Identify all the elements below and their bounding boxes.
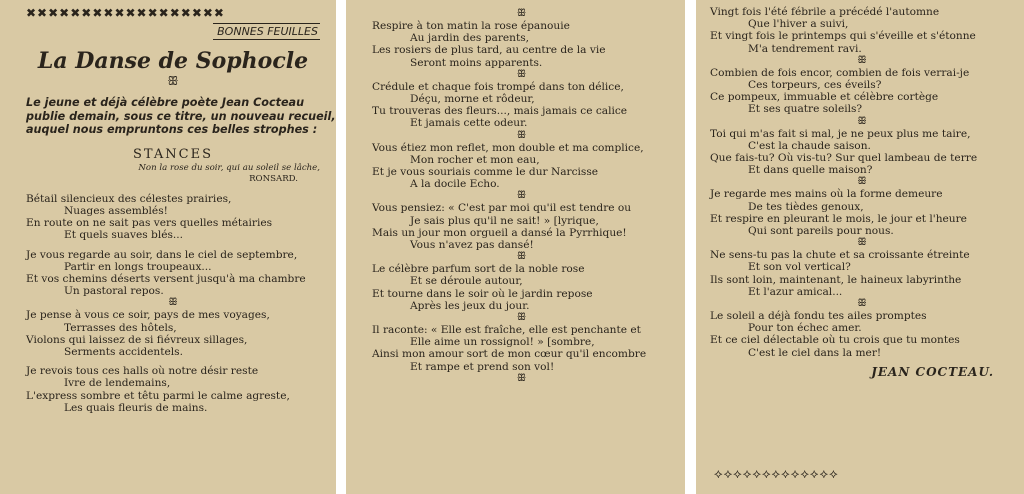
verse-line: Après les jeux du jour. — [410, 299, 530, 312]
page-middle — [346, 0, 685, 494]
verse-line: Déçu, morne et rôdeur, — [410, 93, 535, 106]
verse-line: Toi qui m'as fait si mal, je ne peux plus me taire, — [710, 127, 971, 140]
verse-line: Et dans quelle maison? — [748, 164, 873, 177]
top-border: ✖✖✖✖✖✖✖✖✖✖✖✖✖✖✖✖✖✖ — [26, 6, 225, 20]
ornament-icon: ꕥ — [857, 298, 867, 310]
verse-line: Et se déroule autour, — [410, 275, 523, 288]
verse-line: Et ce ciel délectable où tu crois que tu montes — [710, 334, 960, 347]
verse-line: L'express sombre et têtu parmi le calme agreste, — [26, 389, 290, 402]
verse-line: Il raconte: « Elle est fraîche, elle est penchante et — [372, 324, 641, 337]
verse-line: Au jardin des parents, — [410, 32, 530, 45]
verse-line: C'est la chaude saison. — [748, 139, 871, 152]
verse-line: Et jamais cette odeur. — [410, 117, 528, 130]
verse-line: Et respire en pleurant le mois, le jour et l'heure — [710, 212, 967, 225]
ornament-icon: ꕥ — [857, 237, 867, 249]
verse-line: Et rampe et prend son vol! — [410, 360, 555, 373]
ornament-icon: ꕥ — [516, 129, 527, 141]
verse-line: Vous n'avez pas dansé! — [410, 239, 534, 252]
ornament-icon: ꕥ — [516, 312, 527, 324]
verse-line: Et quels suaves blés... — [64, 229, 184, 242]
verse-line: A la docile Echo. — [410, 178, 500, 191]
verse-line: Et vingt fois le printemps qui s'éveille et s'étonne — [710, 30, 976, 43]
stanzas — [372, 8, 671, 385]
stances-title: STANCES — [133, 146, 213, 162]
verse-line: Que fais-tu? Où vis-tu? Sur quel lambeau de terre — [710, 152, 978, 165]
verse-line: Et son vol vertical? — [748, 261, 851, 274]
stanzas — [26, 193, 320, 414]
ornament-icon: ꕥ — [516, 251, 527, 263]
signature: JEAN COCTEAU. — [871, 364, 994, 379]
verse-line: Et tourne dans le soir où le jardin repose — [372, 287, 593, 300]
title-ornament-icon: ꕥ — [167, 74, 179, 88]
verse-line: Un pastoral repos. — [64, 285, 164, 298]
intro-text: Le jeune et déjà célèbre poète Jean Cocteau publie demain, sous ce titre, un nouveau recueil, auquel nous empruntons ces belles strophes : — [26, 96, 336, 137]
ornament-icon: ꕥ — [857, 54, 867, 66]
ornament-icon: ꕥ — [857, 115, 867, 127]
verse-line: Combien de fois encor, combien de fois verrai-je — [710, 66, 970, 79]
ornament-icon: ꕥ — [516, 372, 527, 384]
verse-line: Je revois tous ces halls où notre désir reste — [26, 365, 259, 378]
verse-line: Ce pompeux, immuable et célèbre cortège — [710, 91, 939, 104]
bottom-border: ⟡⟡⟡⟡⟡⟡⟡⟡⟡⟡⟡⟡⟡ — [714, 467, 839, 482]
verse-line: Que l'hiver a suivi, — [748, 18, 849, 31]
verse-line: Les quais fleuris de mains. — [64, 401, 208, 414]
verse-line: Et ses quatre soleils? — [748, 103, 863, 116]
page-right — [696, 0, 1024, 494]
verse-line: Ces torpeurs, ces éveils? — [748, 79, 882, 92]
verse-line: Nuages assemblés! — [64, 204, 168, 217]
ornament-icon: ꕥ — [168, 297, 178, 309]
verse-line: Je pense à vous ce soir, pays de mes voyages, — [26, 309, 270, 322]
verse-line: Ivre de lendemains, — [64, 377, 171, 390]
verse-line: Vingt fois l'été fébrile a précédé l'automne — [710, 6, 940, 18]
verse-line: Je sais plus qu'il ne sait! » [lyrique, — [410, 214, 599, 227]
verse-line: Mon rocher et mon eau, — [410, 153, 540, 166]
verse-line: Violons qui laissez de si fiévreux sillages, — [26, 333, 248, 346]
page-left — [0, 0, 336, 494]
page-title: La Danse de Sophocle — [37, 48, 309, 74]
verse-line: Partir en longs troupeaux... — [64, 260, 212, 273]
ornament-icon: ꕥ — [857, 176, 867, 188]
verse-line: Respire à ton matin la rose épanouie — [372, 20, 570, 32]
verse-line: De tes tièdes genoux, — [748, 200, 864, 213]
verse-line: Serments accidentels. — [64, 346, 183, 359]
verse-line: Les rosiers de plus tard, au centre de la vie — [372, 44, 606, 57]
verse-line: Qui sont pareils pour nous. — [748, 225, 894, 238]
stanzas — [710, 6, 1014, 359]
verse-line: Le célèbre parfum sort de la noble rose — [372, 263, 585, 276]
ornament-icon: ꕥ — [516, 68, 527, 80]
verse-line: Elle aime un rossignol! » [sombre, — [410, 336, 595, 349]
verse-line: Mais un jour mon orgueil a dansé la Pyrrhique! — [372, 226, 627, 239]
verse-line: Je vous regarde au soir, dans le ciel de septembre, — [26, 248, 298, 261]
verse-line: Je regarde mes mains où la forme demeure — [710, 188, 943, 201]
verse-line: Et vos chemins déserts versent jusqu'à ma chambre — [26, 273, 306, 285]
verse-line: Tu trouveras des fleurs..., mais jamais ce calice — [372, 105, 628, 118]
verse-line: Et l'azur amical... — [748, 285, 843, 298]
verse-line: Vous pensiez: « C'est par moi qu'il est tendre ou — [372, 202, 632, 215]
verse-line: Pour ton échec amer. — [748, 322, 862, 335]
verse-line: Ainsi mon amour sort de mon cœur qu'il encombre — [372, 348, 647, 361]
verse-line: Le soleil a déjà fondu tes ailes promptes — [710, 310, 927, 323]
verse-line: Crédule et chaque fois trompé dans ton délice, — [372, 80, 624, 93]
verse-line: En route on ne sait pas vers quelles métairies — [26, 217, 273, 230]
verse-line: Ils sont loin, maintenant, le haineux labyrinthe — [710, 273, 962, 286]
epigraph: Non la rose du soir, qui au soleil se lâche, — [138, 162, 320, 173]
verse-line: Seront moins apparents. — [410, 56, 543, 69]
verse-line: Bétail silencieux des célestes prairies, — [26, 192, 232, 205]
ornament-icon: ꕥ — [516, 8, 527, 19]
verse-line: Et je vous souriais comme le dur Narcisse — [372, 166, 599, 179]
epigraph-author: RONSARD. — [249, 173, 298, 184]
verse-line: C'est le ciel dans la mer! — [748, 346, 882, 359]
verse-line: M'a tendrement ravi. — [748, 42, 862, 55]
ornament-icon: ꕥ — [516, 190, 527, 202]
verse-line: Terrasses des hôtels, — [64, 321, 177, 334]
section-header: BONNES FEUILLES — [213, 23, 320, 40]
verse-line: Vous étiez mon reflet, mon double et ma complice, — [372, 141, 644, 154]
verse-line: Ne sens-tu pas la chute et sa croissante étreinte — [710, 249, 970, 262]
